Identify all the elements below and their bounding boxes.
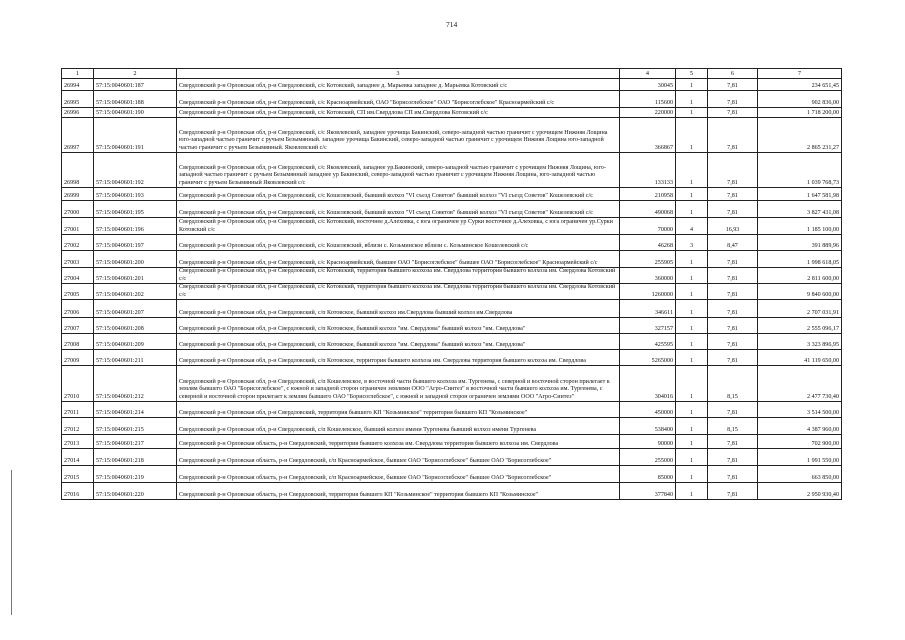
coefficient-value: 7,81 [708, 402, 758, 418]
cadastral-value: 1 718 200,00 [758, 108, 842, 118]
table-row [62, 108, 842, 118]
cadastral-value: 4 387 960,00 [758, 418, 842, 435]
address-description: Свердловский р-н Орловская обл, р-н Свердловский, с/с Яковлевский, западнее урочища Бакинский, северо-западной частью граничит с урочищем Нижняя Лощина юго-западной частью граничит с ручьем Безымянный. западнее урочища Бакинский, северо-западной частью граничит с урочищем Нижняя Лощина юго-западной частью граничит с ручьем Безымянный. Яковлевский с/с [177, 118, 620, 153]
coefficient-value: 7,81 [708, 153, 758, 188]
address-description: Свердловский р-н Орловская обл, р-н Свердловский, с/п Котовское, бывший колхоз им.Свердлова бывший колхоз им.Свердлова [177, 300, 620, 318]
table-row [62, 435, 842, 449]
coefficient-value: 7,81 [708, 91, 758, 108]
category-value: 1 [676, 108, 708, 118]
cadastral-value: 2 555 096,17 [758, 318, 842, 334]
category-value: 1 [676, 79, 708, 91]
coefficient-value: 8,47 [708, 235, 758, 251]
cadastral-number: 57:15:0040601:209 [94, 334, 177, 350]
row-number: 27000 [62, 201, 94, 218]
cadastral-number: 57:15:0040601:214 [94, 402, 177, 418]
header-cell-2: 2 [94, 69, 177, 79]
header-cell-6: 6 [708, 69, 758, 79]
table-row [62, 466, 842, 483]
table-row [62, 318, 842, 334]
category-value: 1 [676, 449, 708, 466]
category-value: 3 [676, 235, 708, 251]
address-description: Свердловский р-н Орловская обл, р-н Свердловский, с/с Котовский, территория бывшего колхоза им. Свердлова территория бывшего колхоза им. Свердлова Котовский с/с [177, 284, 620, 300]
cadastral-number: 57:15:0040601:192 [94, 153, 177, 188]
category-value: 1 [676, 366, 708, 402]
area-value: 366867 [620, 118, 676, 153]
cadastral-value: 234 651,45 [758, 79, 842, 91]
cadastral-value: 2 811 600,00 [758, 268, 842, 284]
table-row [62, 418, 842, 435]
coefficient-value: 7,81 [708, 251, 758, 268]
category-value: 1 [676, 334, 708, 350]
table-row [62, 188, 842, 201]
table-row [62, 251, 842, 268]
row-number: 26998 [62, 153, 94, 188]
table-row [62, 366, 842, 402]
header-row [62, 69, 842, 79]
table-row [62, 402, 842, 418]
area-value: 304016 [620, 366, 676, 402]
row-number: 27007 [62, 318, 94, 334]
address-description: Свердловский р-н Орловская обл, р-н Свердловский, с/с Красноармейский, ОАО "Борисоглебское" ОАО "Борисоглебское" Красноармейский с/с [177, 91, 620, 108]
row-number: 26995 [62, 91, 94, 108]
cadastral-number: 57:15:0040601:219 [94, 466, 177, 483]
area-value: 30045 [620, 79, 676, 91]
coefficient-value: 7,81 [708, 108, 758, 118]
cadastral-number: 57:15:0040601:200 [94, 251, 177, 268]
cadastral-number: 57:15:0040601:212 [94, 366, 177, 402]
row-number: 26996 [62, 108, 94, 118]
coefficient-value: 7,81 [708, 334, 758, 350]
cadastral-number: 57:15:0040601:215 [94, 418, 177, 435]
area-value: 346611 [620, 300, 676, 318]
area-value: 255905 [620, 251, 676, 268]
cadastral-number: 57:15:0040601:208 [94, 318, 177, 334]
header-cell-3: 3 [177, 69, 620, 79]
address-description: Свердловский р-н Орловская обл, р-н Свердловский, с/с Котовский, западнее д. Марьевка западнее д. Марьевка Котовский с/с [177, 79, 620, 91]
category-value: 1 [676, 268, 708, 284]
cadastral-number: 57:15:0040601:195 [94, 201, 177, 218]
cadastral-number: 57:15:0040601:193 [94, 188, 177, 201]
category-value: 1 [676, 466, 708, 483]
area-value: 490068 [620, 201, 676, 218]
category-value: 1 [676, 300, 708, 318]
cadastral-number: 57:15:0040601:196 [94, 218, 177, 235]
cadastral-value: 2 707 031,91 [758, 300, 842, 318]
cadastral-number: 57:15:0040601:218 [94, 449, 177, 466]
coefficient-value: 7,81 [708, 466, 758, 483]
cadastral-value: 1 991 550,00 [758, 449, 842, 466]
area-value: 377840 [620, 483, 676, 500]
coefficient-value: 7,81 [708, 318, 758, 334]
cadastral-value: 3 514 500,00 [758, 402, 842, 418]
row-number: 27011 [62, 402, 94, 418]
address-description: Свердловский р-н Орловская обл, р-н Свердловский, с/с Котовский, территория бывшего колхоза им. Свердлова территория бывшего колхоза им. Свердлова Котовский с/с [177, 268, 620, 284]
cadastral-value: 1 647 581,98 [758, 188, 842, 201]
category-value: 1 [676, 350, 708, 366]
table-row [62, 300, 842, 318]
cadastral-value: 2 865 231,27 [758, 118, 842, 153]
land-registry-table [61, 68, 842, 500]
coefficient-value: 7,81 [708, 118, 758, 153]
cadastral-value: 3 323 896,95 [758, 334, 842, 350]
category-value: 1 [676, 251, 708, 268]
coefficient-value: 8,15 [708, 418, 758, 435]
cadastral-value: 41 119 650,00 [758, 350, 842, 366]
area-value: 1260000 [620, 284, 676, 300]
table-row [62, 334, 842, 350]
cadastral-number: 57:15:0040601:220 [94, 483, 177, 500]
cadastral-value: 902 836,00 [758, 91, 842, 108]
area-value: 115600 [620, 91, 676, 108]
table-row [62, 268, 842, 284]
address-description: Свердловский р-н Орловская обл, р-н Свердловский, с/с Кошелевский, вблизи с. Козьминское вблизи с. Козьминское Кошелевский с/с [177, 235, 620, 251]
row-number: 27009 [62, 350, 94, 366]
cadastral-number: 57:15:0040601:217 [94, 435, 177, 449]
area-value: 220000 [620, 108, 676, 118]
coefficient-value: 7,81 [708, 284, 758, 300]
row-number: 27012 [62, 418, 94, 435]
area-value: 85000 [620, 466, 676, 483]
category-value: 1 [676, 318, 708, 334]
table-row [62, 284, 842, 300]
address-description: Свердловский р-н Орловская область, р-н Свердловский, территория бывшего колхоза им. Свердлова территория бывшего колхоза им. Свердлова [177, 435, 620, 449]
area-value: 327157 [620, 318, 676, 334]
row-number: 26999 [62, 188, 94, 201]
coefficient-value: 7,81 [708, 188, 758, 201]
category-value: 1 [676, 284, 708, 300]
area-value: 46268 [620, 235, 676, 251]
address-description: Свердловский р-н Орловская обл, р-н Свердловский, с/с Яковлевский, западнее ур.Бакинский, северо-западной частью граничит с урочищем Нижняя Лощина, юго-западной частью граничит с ручьем Безымянный западнее ур Бакинский, северо-западной частью граничит с урочищем Нижняя Лощина, юго-западной частью граничит с ручьем Безымянный Яковлевский с/с [177, 153, 620, 188]
table-row [62, 118, 842, 153]
address-description: Свердловский р-н Орловская обл, р-н Свердловский, с/п Котовское, территория бывшего колхоза им. Свердлова территория бывшего колхоза им. Свердлова [177, 350, 620, 366]
row-number: 27006 [62, 300, 94, 318]
coefficient-value: 7,81 [708, 268, 758, 284]
table-row [62, 235, 842, 251]
cadastral-number: 57:15:0040601:202 [94, 284, 177, 300]
cadastral-number: 57:15:0040601:201 [94, 268, 177, 284]
area-value: 210958 [620, 188, 676, 201]
address-description: Свердловский р-н Орловская обл, р-н Свердловский, с/п Кошелевское, в восточной части бывшего колхоза им. Тургенева, с северной и восточной сторон прилегает к землям бывшего ОАО "Борисоглебское", с южной и западной сторон ограничен землями ООО "Агро-Синтез" в восточной части бывшего колхоза им. Тургенева, с северной и восточной сторон прилегает к землям бывшего ОАО "Борисоглебское", с южной и западной сторон ограничен землями ООО "Агро-Синтез" [177, 366, 620, 402]
cadastral-value: 9 840 600,00 [758, 284, 842, 300]
coefficient-value: 7,81 [708, 79, 758, 91]
table-row [62, 79, 842, 91]
category-value: 4 [676, 218, 708, 235]
row-number: 26994 [62, 79, 94, 91]
area-value: 133133 [620, 153, 676, 188]
cadastral-value: 1 039 768,73 [758, 153, 842, 188]
coefficient-value: 7,81 [708, 449, 758, 466]
cadastral-number: 57:15:0040601:190 [94, 108, 177, 118]
category-value: 1 [676, 153, 708, 188]
address-description: Свердловский р-н Орловская область, р-н Свердловский, с/п Красноармейское, бывшее ОАО "Борисоглебское" бывшее ОАО "Борисоглебское" [177, 466, 620, 483]
coefficient-value: 8,15 [708, 366, 758, 402]
table-row [62, 153, 842, 188]
cadastral-number: 57:15:0040601:207 [94, 300, 177, 318]
address-description: Свердловский р-н Орловская обл, р-н Свердловский, с/с Кошелевский, бывший колхоз "VI съезд Советов" бывший колхоз "VI съезд Советов" Кошелевский с/с [177, 201, 620, 218]
address-description: Свердловский р-н Орловская обл, р-н Свердловский, с/с Кошелевский, бывший колхоз "VI съезд Советов" бывший колхоз "VI съезд Советов" Кошелевский с/с [177, 188, 620, 201]
header-cell-4: 4 [620, 69, 676, 79]
area-value: 255000 [620, 449, 676, 466]
category-value: 1 [676, 91, 708, 108]
table-row [62, 449, 842, 466]
cadastral-value: 1 185 100,00 [758, 218, 842, 235]
address-description: Свердловский р-н Орловская обл, р-н Свердловский, территория бывшего КП "Козьминское" территория бывшего КП "Козьминское" [177, 402, 620, 418]
header-cell-1: 1 [62, 69, 94, 79]
row-number: 27015 [62, 466, 94, 483]
table-row [62, 483, 842, 500]
row-number: 26997 [62, 118, 94, 153]
area-value: 425595 [620, 334, 676, 350]
address-description: Свердловский р-н Орловская обл, р-н Свердловский, с/с Котовский, СП им.Свердлова СП им.Свердлова Котовский с/с [177, 108, 620, 118]
coefficient-value: 7,81 [708, 350, 758, 366]
address-description: Свердловский р-н Орловская обл, р-н Свердловский, с/п Котовское, бывший колхоз "им. Свердлова" бывший колхоз "им. Свердлова" [177, 334, 620, 350]
cadastral-value: 2 950 930,40 [758, 483, 842, 500]
coefficient-value: 7,81 [708, 483, 758, 500]
row-number: 27014 [62, 449, 94, 466]
header-cell-7: 7 [758, 69, 842, 79]
category-value: 1 [676, 118, 708, 153]
cadastral-value: 2 477 730,40 [758, 366, 842, 402]
address-description: Свердловский р-н Орловская обл, р-н Свердловский, с/п Кошелевское, бывший колхоз имени Тургенева бывший колхоз имени Тургенева [177, 418, 620, 435]
area-value: 450000 [620, 402, 676, 418]
area-value: 90000 [620, 435, 676, 449]
row-number: 27003 [62, 251, 94, 268]
category-value: 1 [676, 483, 708, 500]
address-description: Свердловский р-н Орловская обл, р-н Свердловский, с/п Котовское, бывший колхоз "им. Свердлова" бывший колхоз "им. Свердлова" [177, 318, 620, 334]
table-row [62, 91, 842, 108]
row-number: 27004 [62, 268, 94, 284]
cadastral-value: 3 827 431,08 [758, 201, 842, 218]
table-row [62, 201, 842, 218]
cadastral-value: 1 998 618,05 [758, 251, 842, 268]
area-value: 538400 [620, 418, 676, 435]
table-row [62, 350, 842, 366]
row-number: 27013 [62, 435, 94, 449]
address-description: Свердловский р-н Орловская обл, р-н Свердловский, с/с Красноармейский, бывшее ОАО "Борисоглебское" бывшее ОАО "Борисоглебское" Красноармейский с/с [177, 251, 620, 268]
address-description: Свердловский р-н Орловская область, р-н Свердловский, с/п Красноармейское, бывшее ОАО "Борисоглебское" бывшее ОАО "Борисоглебское" [177, 449, 620, 466]
cadastral-number: 57:15:0040601:187 [94, 79, 177, 91]
row-number: 27002 [62, 235, 94, 251]
cadastral-number: 57:15:0040601:191 [94, 118, 177, 153]
coefficient-value: 7,81 [708, 300, 758, 318]
cadastral-number: 57:15:0040601:188 [94, 91, 177, 108]
area-value: 5265000 [620, 350, 676, 366]
coefficient-value: 7,81 [708, 435, 758, 449]
page-number: 714 [446, 20, 458, 29]
category-value: 1 [676, 201, 708, 218]
row-number: 27016 [62, 483, 94, 500]
address-description: Свердловский р-н Орловская обл, р-н Свердловский, с/с Котовский, восточнее д.Алеховка, с юга ограничен ур Сурки восточнее д.Алеховка, с юга ограничен ур.Сурки Котовский с/с [177, 218, 620, 235]
row-number: 27008 [62, 334, 94, 350]
area-value: 70000 [620, 218, 676, 235]
category-value: 1 [676, 402, 708, 418]
cadastral-value: 391 889,96 [758, 235, 842, 251]
header-cell-5: 5 [676, 69, 708, 79]
address-description: Свердловский р-н Орловская область, р-н Свердловский, территория бывшего КП "Козьминское" территория бывшего КП "Козьминское" [177, 483, 620, 500]
cadastral-value: 663 850,00 [758, 466, 842, 483]
cadastral-number: 57:15:0040601:197 [94, 235, 177, 251]
table-row [62, 218, 842, 235]
coefficient-value: 7,81 [708, 201, 758, 218]
category-value: 1 [676, 188, 708, 201]
area-value: 360000 [620, 268, 676, 284]
cadastral-number: 57:15:0040601:211 [94, 350, 177, 366]
row-number: 27001 [62, 218, 94, 235]
category-value: 1 [676, 418, 708, 435]
category-value: 1 [676, 435, 708, 449]
row-number: 27010 [62, 366, 94, 402]
row-number: 27005 [62, 284, 94, 300]
margin-line [11, 470, 12, 615]
cadastral-value: 702 900,00 [758, 435, 842, 449]
coefficient-value: 16,93 [708, 218, 758, 235]
